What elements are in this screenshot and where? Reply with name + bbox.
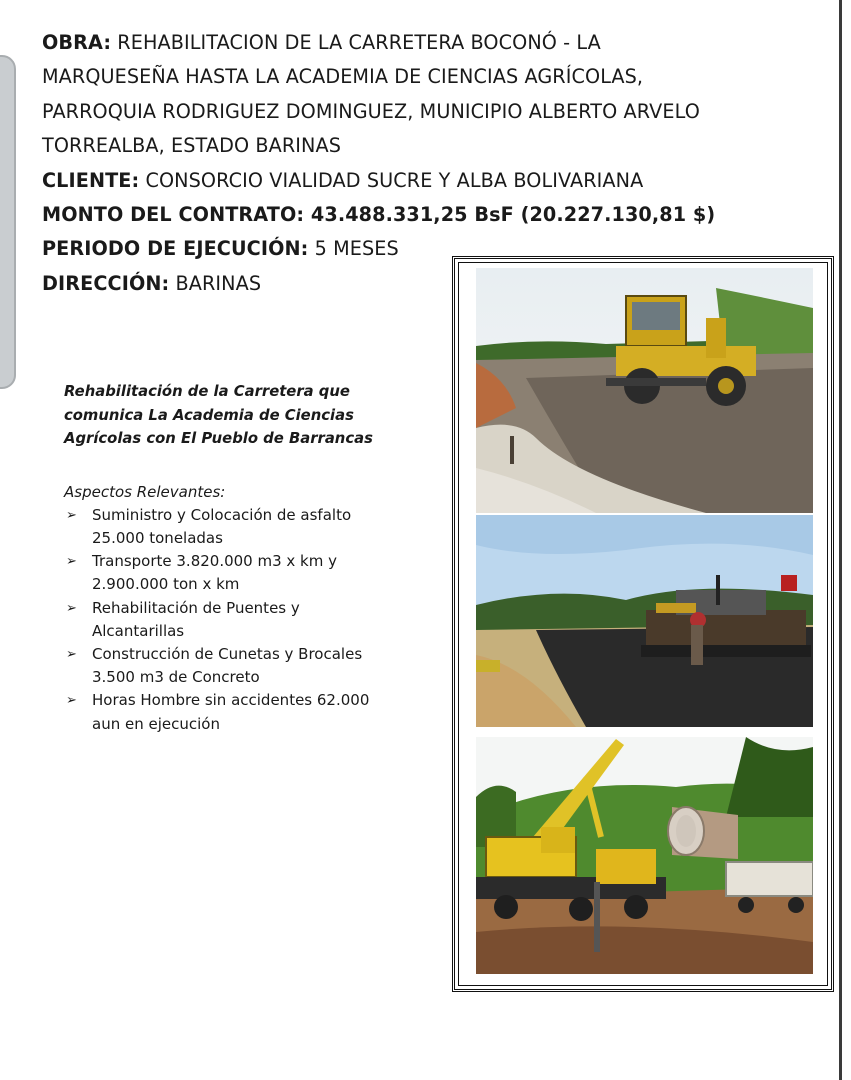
project-description xyxy=(64,380,424,736)
monto-line xyxy=(42,198,802,232)
obra-line-4: TORREALBA, ESTADO BARINAS xyxy=(42,134,341,158)
aspect-line-2: 2.900.000 ton x km xyxy=(92,575,240,594)
cliente-line xyxy=(42,164,802,198)
aspect-line-2: 25.000 toneladas xyxy=(92,528,223,547)
aspect-item xyxy=(64,550,424,596)
aspects-list xyxy=(64,504,424,736)
arrow-right-bullet-icon: ➢ xyxy=(66,507,77,523)
arrow-right-bullet-icon: ➢ xyxy=(66,554,77,570)
obra-value-1: REHABILITACION DE LA CARRETERA BOCONÓ - LA xyxy=(111,31,601,54)
aspect-item xyxy=(64,689,424,735)
periodo-label: PERIODO DE EJECUCIÓN: xyxy=(42,237,309,261)
motor-grader-photo xyxy=(476,268,813,513)
periodo-value: 5 MESES xyxy=(308,237,399,261)
aspect-item xyxy=(64,643,424,689)
description-title-line-2: comunica La Academia de Ciencias xyxy=(64,406,354,424)
description-title-line-3: Agrícolas con El Pueblo de Barrancas xyxy=(64,430,373,448)
asphalt-paver-photo xyxy=(476,515,813,727)
aspect-line-1: Construcción de Cunetas y Brocales xyxy=(92,645,363,663)
obra-line-2: MARQUESEÑA HASTA LA ACADEMIA DE CIENCIAS AGRÍCOLAS, xyxy=(42,65,644,89)
arrow-right-bullet-icon: ➢ xyxy=(66,647,77,662)
aspect-line-1: Suministro y Colocación de asfalto xyxy=(92,505,352,524)
monto-value: 43.488.331,25 BsF (20.227.130,81 $) xyxy=(304,203,716,227)
aspect-item xyxy=(64,597,424,643)
aspect-line-2: Alcantarillas xyxy=(92,621,185,640)
crane-culvert-photo xyxy=(476,737,813,974)
aspect-item xyxy=(64,504,424,550)
cliente-label: CLIENTE: xyxy=(42,168,140,192)
aspect-line-2: 3.500 m3 de Concreto xyxy=(92,668,260,687)
obra-line-1 xyxy=(42,26,802,60)
direccion-label: DIRECCIÓN: xyxy=(42,271,170,295)
aspects-heading: Aspectos Relevantes: xyxy=(64,482,226,501)
monto-label: MONTO DEL CONTRATO: xyxy=(42,203,305,227)
page-right-border xyxy=(839,0,842,1080)
direccion-value: BARINAS xyxy=(169,271,262,295)
side-scroll-tab[interactable] xyxy=(0,55,16,389)
arrow-right-bullet-icon: ➢ xyxy=(66,600,77,616)
obra-line-3: PARROQUIA RODRIGUEZ DOMINGUEZ, MUNICIPIO ALBERTO ARVELO xyxy=(42,99,700,123)
description-title xyxy=(64,380,424,451)
description-title-line-1: Rehabilitación de la Carretera que xyxy=(64,383,350,400)
aspect-line-1: Transporte 3.820.000 m3 x km y xyxy=(92,552,338,571)
aspect-line-1: Rehabilitación de Puentes y xyxy=(92,598,300,617)
cliente-value: CONSORCIO VIALIDAD SUCRE Y ALBA BOLIVARIANA xyxy=(139,168,644,192)
arrow-right-bullet-icon: ➢ xyxy=(66,693,77,709)
obra-label: OBRA: xyxy=(42,31,112,54)
aspect-line-2: aun en ejecución xyxy=(92,714,220,733)
aspect-line-1: Horas Hombre sin accidentes 62.000 xyxy=(92,691,370,710)
